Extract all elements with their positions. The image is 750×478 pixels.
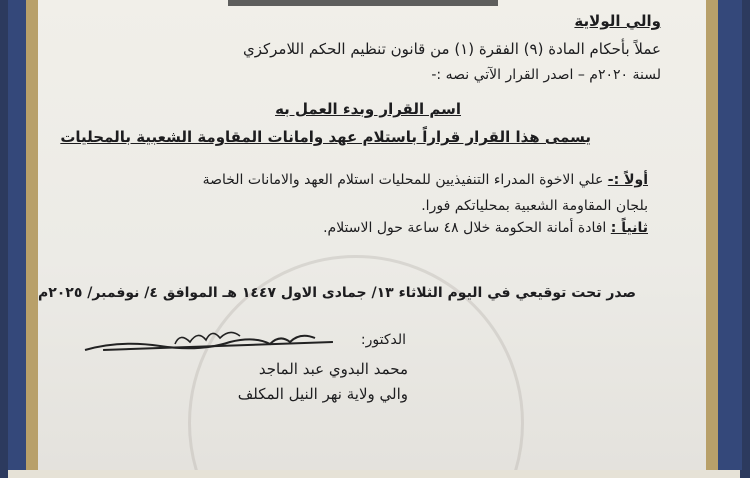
document-page — [38, 0, 706, 470]
doctor-label: الدكتور: — [360, 332, 406, 348]
decision-title: اسم القرار وبدء العمل به — [275, 100, 461, 118]
decision-name: يسمى هذا القرار قراراً باستلام عهد وامانات المقاومة الشعبية بالمحليات — [60, 128, 591, 146]
article-second — [323, 220, 648, 236]
article-first-label: أولاً :- — [607, 172, 648, 188]
frame-trim-left — [26, 0, 38, 470]
article-first-text: علي الاخوة المدراء التنفيذيين للمحليات استلام العهد والامانات الخاصة — [202, 172, 604, 188]
frame-border-right — [718, 0, 742, 470]
frame-trim-right — [706, 0, 718, 470]
frame-border-left — [8, 0, 26, 470]
signatory-name: محمد البدوي عبد الماجد — [258, 360, 408, 378]
preamble-line-2: لسنة ٢٠٢٠م – اصدر القرار الآتي نصه :- — [431, 67, 661, 83]
article-first-continuation: بلجان المقاومة الشعبية بمحلياتكم فورا. — [421, 198, 648, 214]
header-label: والي الولاية — [574, 12, 661, 30]
article-second-text: افادة أمانة الحكومة خلال ٤٨ ساعة حول الاستلام. — [323, 220, 607, 236]
signatory-title: والي ولاية نهر النيل المكلف — [237, 385, 408, 403]
preamble-line: عملاً بأحكام المادة (٩) الفقرة (١) من قانون تنظيم الحكم اللامركزي — [242, 40, 661, 58]
issue-date-line: صدر تحت توقيعي في اليوم الثلاثاء ١٣/ جمادى الاول ١٤٤٧ هـ الموافق ٤/ نوفمبر/ ٢٠٢٥م — [38, 285, 636, 301]
article-first — [203, 172, 648, 188]
article-second-label: ثانياً : — [610, 220, 648, 236]
header-remnant — [228, 0, 498, 6]
